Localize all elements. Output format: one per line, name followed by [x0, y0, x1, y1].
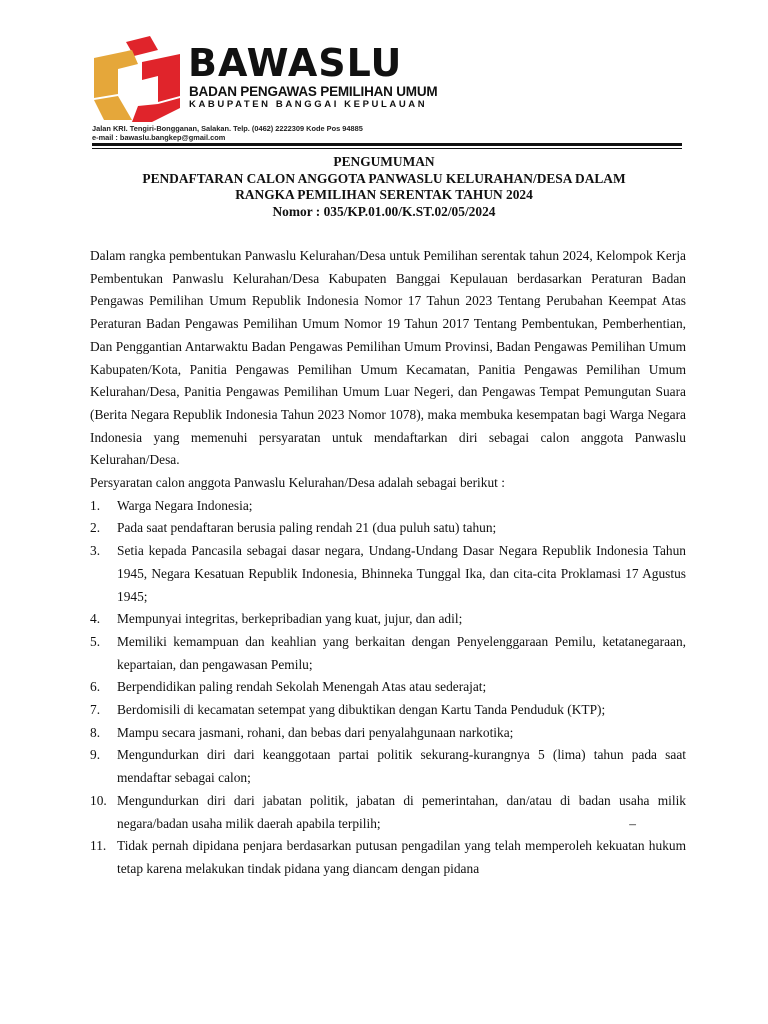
document-number: Nomor : 035/KP.01.00/K.ST.02/05/2024	[272, 203, 496, 219]
list-item	[90, 722, 686, 745]
item-number: 1.	[90, 497, 101, 513]
address-line: Jalan KRI. Tengiri-Bongganan, Salakan. Telp. (0462) 2222309 Kode Pos 94885	[92, 124, 363, 133]
item-text: Berpendidikan paling rendah Sekolah Menengah Atas atau sederajat;	[117, 679, 487, 695]
item-number: 6.	[90, 679, 101, 695]
email-line: e-mail : bawaslu.bangkep@gmail.com	[92, 133, 226, 142]
item-mark: –	[629, 815, 636, 831]
item-number: 4.	[90, 611, 101, 627]
letterhead-rule-thin	[92, 148, 682, 149]
item-number: 7.	[90, 702, 101, 718]
letterhead-rule-thick	[92, 143, 682, 146]
letterhead-address-block	[92, 124, 363, 142]
item-text: Memiliki kemampuan dan keahlian yang berkaitan dengan Penyelenggaraan Pemilu, ketatanegaraan, kepartaian, dan pengawasan Pemilu;	[117, 633, 686, 672]
list-item	[90, 835, 686, 880]
item-number: 9.	[90, 747, 101, 763]
item-number: 8.	[90, 724, 101, 740]
item-text: Berdomisili di kecamatan setempat yang dibuktikan dengan Kartu Tanda Penduduk (KTP);	[117, 702, 606, 718]
intro-paragraph: Dalam rangka pembentukan Panwaslu Kelurahan/Desa untuk Pemilihan serentak tahun 2024, Kelompok Kerja Pembentukan Panwaslu Kelurahan/Desa Kabupaten Banggai Kepulauan berdasarkan Peraturan Badan Pengawas Pemilihan Umum Republik Indonesia Nomor 17 Tahun 2023 Tentang Perubahan Keempat Atas Peraturan Badan Pengawas Pemilihan Umum Nomor 19 Tahun 2017 Tentang Pembentukan, Pemberhentian, Dan Penggantian Antarwaktu Badan Pengawas Pemilihan Umum Provinsi, Badan Pengawas Pemilihan Umum Kabupaten/Kota, Panitia Pengawas Pemilihan Umum Kecamatan, Panitia Pengawas Pemilihan Umum Kelurahan/Desa, Panitia Pengawas Pemilihan Umum Luar Negeri, dan Pengawas Tempat Pemungutan Suara (Berita Negara Republik Indonesia Tahun 2023 Nomor 1078), maka membuka kesempatan bagi Warga Negara Indonesia yang memenuhi persyaratan untuk mendaftarkan diri sebagai calon anggota Panwaslu Kelurahan/Desa.	[90, 248, 686, 468]
list-item	[90, 676, 686, 699]
list-item	[90, 608, 686, 631]
item-text: Tidak pernah dipidana penjara berdasarkan putusan pengadilan yang telah memperoleh kekuatan hukum tetap karena melakukan tindak pidana yang diancam dengan pidana	[117, 838, 686, 876]
announcement-title	[0, 154, 768, 220]
org-full-name: BADAN PENGAWAS PEMILIHAN UMUM	[189, 84, 438, 99]
list-item	[90, 495, 686, 518]
item-number: 2.	[90, 520, 101, 536]
org-region: KABUPATEN BANGGAI KEPULAUAN	[189, 99, 428, 110]
item-text: Mempunyai integritas, berkepribadian yang kuat, jujur, dan adil;	[117, 611, 463, 627]
item-number: 3.	[90, 543, 101, 559]
list-item	[90, 517, 686, 540]
item-text: Warga Negara Indonesia;	[117, 497, 253, 513]
list-item	[90, 699, 686, 722]
org-name: BAWASLU	[188, 41, 403, 85]
bawaslu-logo-icon	[92, 36, 182, 122]
list-item	[90, 540, 686, 608]
title-line-3: RANGKA PEMILIHAN SERENTAK TAHUN 2024	[235, 187, 533, 202]
title-line-1: PENGUMUMAN	[333, 154, 435, 169]
item-text: Setia kepada Pancasila sebagai dasar negara, Undang-Undang Dasar Negara Republik Indonesia Tahun 1945, Negara Kesatuan Republik Indonesia, Bhinneka Tunggal Ika, dan cita-cita Proklamasi 17 Agustus 1945;	[117, 543, 686, 604]
requirements-list	[90, 495, 686, 881]
item-text: Mengundurkan diri dari keanggotaan partai politik sekurang-kurangnya 5 (lima) tahun pada saat mendaftar sebagai calon;	[117, 747, 686, 786]
list-item	[90, 790, 686, 835]
item-number: 11.	[90, 838, 107, 854]
item-text: Pada saat pendaftaran berusia paling rendah 21 (dua puluh satu) tahun;	[117, 520, 497, 536]
item-text: Mengundurkan diri dari jabatan politik, jabatan di pemerintahan, dan/atau di badan usaha milik negara/badan usaha milik daerah apabila terpilih;	[117, 792, 686, 831]
list-item	[90, 631, 686, 676]
list-item	[90, 744, 686, 789]
item-number: 10.	[90, 792, 107, 808]
item-text: Mampu secara jasmani, rohani, dan bebas dari penyalahgunaan narkotika;	[117, 724, 514, 740]
title-line-2: PENDAFTARAN CALON ANGGOTA PANWASLU KELURAHAN/DESA DALAM	[142, 170, 626, 186]
requirements-intro: Persyaratan calon anggota Panwaslu Kelurahan/Desa adalah sebagai berikut :	[90, 475, 505, 491]
item-number: 5.	[90, 633, 101, 649]
document-body	[90, 245, 686, 881]
